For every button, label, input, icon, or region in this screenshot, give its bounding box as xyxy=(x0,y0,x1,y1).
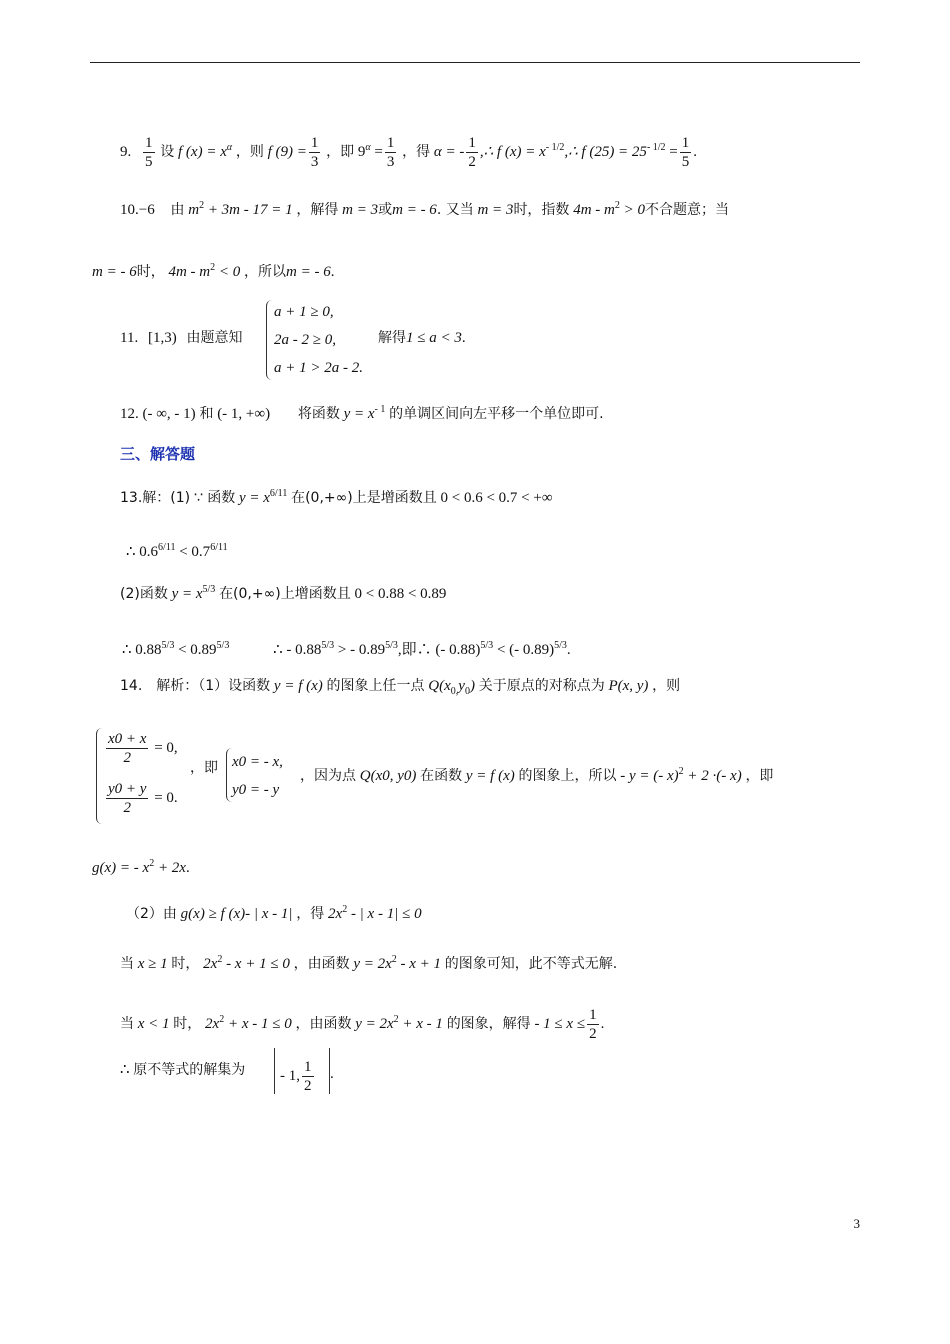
q13-line-3: (2)函数 $y = x^{5/3}$ 在(0,+∞)上增函数且 0 < 0.88 < 0.89 xyxy=(120,584,447,602)
q11-system-brace xyxy=(266,300,273,380)
q12-interval-2: (- 1, +∞) xyxy=(217,406,271,422)
q12-line: 12. (- ∞, - 1) 和 (- 1, +∞) 将函数 $y = x^{- 1}$ 的单调区间向左平移一个单位即可. xyxy=(120,404,604,422)
q11-answer: [1,3) xyxy=(147,330,177,346)
q9-line: 9. $\frac{1}{5}$ 设 f $(x) = x^\alpha$ ，则 f (9) = $\frac{1}{3}$ ，即 $9^\alpha$ = $\frac{1}{3}$ ，得 α = - $\frac{1}{2}$ ,∴ f $(x) = x^{- 1/2},\therefore$ f $(25) = 25^{- 1/2}$ = $\frac{1}{5}$ . xyxy=(120,135,698,170)
q14-part-2: （2）由 g(x) ≥ f (x)- | x - 1| ，得 $2x^2$ - | x - 1| ≤ 0 xyxy=(126,904,422,922)
q9-answer: $\frac{1}{5}$ xyxy=(145,135,153,170)
q14-system-1-row-2: $\frac{y0 + y}{2}$ = 0. xyxy=(108,781,178,816)
solution-interval: - 1, $\frac{1}{2}$ xyxy=(280,1059,312,1094)
q14-conclusion: ∴ 原不等式的解集为 xyxy=(120,1062,246,1078)
q14-line-1: 14. 解析：（1）设函数 y = f (x) 的图象上任一点 $Q(x_{0,}y_0)$ 关于原点的对称点为 P(x, y) ，则 xyxy=(120,678,681,697)
q13-line-2: ∴ $0.6^{6/11} < 0.7^{6/11}$ xyxy=(126,542,228,560)
q14-system-2-row-1: x0 = - x, xyxy=(232,754,283,770)
q14-case-1: 当 x ≥ 1 时， $2x^2 - x + 1 \le 0$ ，由函数 $y = 2x^2 - x + 1$ 的图象可知，此不等式无解. xyxy=(120,954,618,972)
q14-case-2: 当 x < 1 时， $2x^2 + x - 1 \le 0$ ，由函数 $y = 2x^2 + x - 1$ 的图象，解得 - 1 ≤ x ≤ $\frac{1}{2}$ . xyxy=(120,1007,605,1042)
q14-system-1-row-1: $\frac{x0 + x}{2}$ = 0, xyxy=(108,731,178,766)
section-heading: 三、解答题 xyxy=(120,445,196,463)
q11-line: 11. [1,3) 由题意知 xyxy=(120,330,243,346)
q11-system-row-2: 2a - 2 ≥ 0, xyxy=(274,332,336,348)
q11-system-row-3: a + 1 > 2a - 2. xyxy=(274,360,363,376)
solution-end: . xyxy=(330,1066,334,1082)
q13-line-4: ∴ $0.88^{5/3} < 0.89^{5/3}$ ∴ - $0.88^{5/3}$ > - $0.89^{5/3}$,即∴ (- 0.88)$^{5/3}$ < (- 0.89)$^{5/3}$. xyxy=(122,640,571,658)
q14-line-2: ，因为点 Q(x0, y0) 在函数 y = f (x) 的图象上，所以 - y = (- x)$^2$ + 2 ·(- x) ，即 xyxy=(300,766,774,784)
q14-system-1-brace xyxy=(96,728,103,824)
q10-number: 10.−6 xyxy=(120,202,155,218)
q14-system-2-row-2: y0 = - y xyxy=(232,782,280,798)
q11-result: 解得1 ≤ a < 3. xyxy=(378,330,466,346)
q9-number: 9. xyxy=(120,143,132,160)
q10-line-2: m = - 6时， $4m - m^2 < 0$ ，所以m = - 6. xyxy=(92,262,335,280)
header-rule xyxy=(90,62,860,63)
q12-interval-1: (- ∞, - 1) xyxy=(142,406,196,422)
page-number: 3 xyxy=(853,1216,860,1231)
q10-line-1: 10.−6 由 $m^2 + 3m - 17 = 1$ ，解得 m = 3或m = - 6. 又当 m = 3时，指数 $4m - m^2 > 0$不合题意；当 xyxy=(120,200,729,218)
q11-system-row-1: a + 1 ≥ 0, xyxy=(274,304,334,320)
q14-g-line: g(x) = - $x^2 + 2x$. xyxy=(92,858,190,876)
q13-line-1: 13.解：(1) ∵ 函数 $y = x^{6/11}$ 在(0,+∞)上是增函数且 0 < 0.6 < 0.7 < +∞ xyxy=(120,488,553,506)
q14-t-ji: ，即 xyxy=(190,760,218,776)
